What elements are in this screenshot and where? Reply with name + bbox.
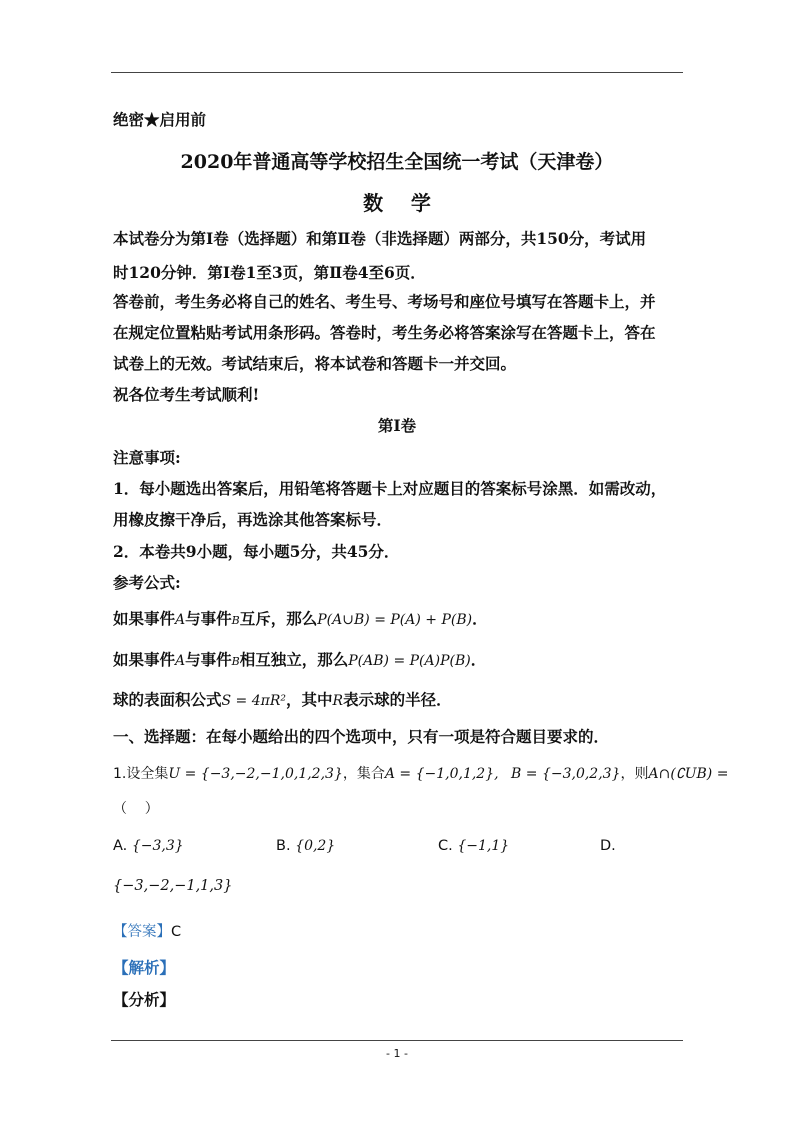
option-a-label: A. bbox=[113, 838, 128, 854]
set-u: U = {−3,−2,−1,0,1,2,3} bbox=[168, 766, 343, 782]
option-c bbox=[438, 838, 509, 854]
secret-label: 绝密★启用前 bbox=[113, 110, 207, 129]
formula-1-text-b: 与事件 bbox=[185, 609, 232, 628]
part-1-heading: 一、选择题：在每小题给出的四个选项中，只有一项是符合题目要求的． bbox=[113, 727, 610, 746]
page-number: - 1 - bbox=[386, 1047, 408, 1060]
formula-2-end: ． bbox=[470, 650, 487, 669]
formula-2-text-c: 相互独立，那么 bbox=[239, 650, 349, 669]
exam-title: 2020年普通高等学校招生全国统一考试（天津卷） bbox=[180, 151, 614, 173]
question-1-expression: A∩(∁UB) = bbox=[648, 766, 729, 782]
formula-1-end: ． bbox=[472, 609, 488, 628]
formula-independent bbox=[113, 648, 486, 670]
formula-sphere-area bbox=[113, 688, 452, 710]
set-b: B = {−3,0,2,3} bbox=[511, 766, 621, 782]
option-c-label: C. bbox=[438, 838, 453, 854]
question-1-mid-1: ，集合 bbox=[342, 766, 385, 782]
var-a: A bbox=[175, 653, 186, 669]
intro-line-5: 试卷上的无效。考试结束后，将本试卷和答题卡一并交回。 bbox=[113, 354, 517, 373]
formula-mutually-exclusive bbox=[113, 607, 488, 629]
var-a: A bbox=[175, 612, 186, 628]
top-rule bbox=[111, 72, 683, 73]
var-b: B bbox=[231, 614, 240, 627]
question-1-paren: （ ） bbox=[113, 801, 159, 817]
formula-1-text-c: 互斥，那么 bbox=[239, 609, 318, 628]
option-a bbox=[113, 838, 184, 854]
answer-value: C bbox=[171, 924, 182, 940]
formula-3-text-c: 表示球的半径． bbox=[343, 690, 452, 709]
formula-3-math: S = 4πR² bbox=[221, 693, 286, 709]
formula-1-math: P(A∪B) = P(A) + P(B) bbox=[317, 612, 473, 628]
question-1-mid-2: ，则 bbox=[620, 766, 649, 782]
answer-line bbox=[113, 920, 181, 941]
breakdown-tag: 【分析】 bbox=[113, 990, 176, 1009]
note-1-line-1: 1．每小题选出答案后，用铅笔将答题卡上对应题目的答案标号涂黑．如需改动， bbox=[113, 479, 667, 498]
option-d-value: {−3,−2,−1,1,3} bbox=[113, 878, 233, 894]
question-1-stem bbox=[113, 763, 728, 783]
var-b: B bbox=[231, 655, 240, 668]
intro-line-3: 答卷前，考生务必将自己的姓名、考生号、考场号和座位号填写在答题卡上，并 bbox=[113, 292, 656, 311]
option-d-label: D. bbox=[600, 838, 616, 854]
formula-1-text-a: 如果事件 bbox=[113, 609, 176, 628]
formula-heading: 参考公式: bbox=[113, 573, 181, 592]
notes-heading: 注意事项: bbox=[113, 448, 181, 467]
formula-2-math: P(AB) = P(A)P(B) bbox=[348, 653, 471, 669]
section-title: 第Ⅰ卷 bbox=[377, 416, 417, 435]
option-c-value: {−1,1} bbox=[457, 838, 510, 854]
intro-line-4: 在规定位置粘贴考试用条形码。答卷时，考生务必将答案涂写在答题卡上，答在 bbox=[113, 323, 656, 342]
answer-tag: 【答案】 bbox=[113, 924, 171, 940]
option-b-label: B. bbox=[276, 838, 291, 854]
intro-line-2: 时120分钟．第Ⅰ卷1至3页，第Ⅱ卷4至6页． bbox=[113, 263, 426, 282]
option-b bbox=[276, 838, 335, 854]
question-1-prefix: 1.设全集 bbox=[113, 766, 169, 782]
note-1-line-2: 用橡皮擦干净后，再选涂其他答案标号． bbox=[113, 510, 393, 529]
option-a-value: {−3,3} bbox=[131, 838, 184, 854]
var-r: R bbox=[332, 693, 344, 709]
analysis-tag: 【解析】 bbox=[113, 958, 176, 977]
formula-3-text-b: ，其中 bbox=[286, 690, 333, 709]
option-b-value: {0,2} bbox=[295, 838, 336, 854]
formula-2-text-a: 如果事件 bbox=[113, 650, 176, 669]
intro-line-1: 本试卷分为第Ⅰ卷（选择题）和第Ⅱ卷（非选择题）两部分，共150分，考试用 bbox=[113, 229, 647, 248]
formula-2-text-b: 与事件 bbox=[185, 650, 232, 669]
subject-title: 数 学 bbox=[363, 191, 431, 215]
intro-line-6: 祝各位考生考试顺利! bbox=[113, 385, 260, 404]
bottom-rule bbox=[111, 1040, 683, 1041]
note-2: 2．本卷共9小题，每小题5分，共45分． bbox=[113, 542, 400, 561]
set-a: A = {−1,0,1,2}, bbox=[384, 766, 499, 782]
formula-3-text-a: 球的表面积公式 bbox=[113, 690, 222, 709]
